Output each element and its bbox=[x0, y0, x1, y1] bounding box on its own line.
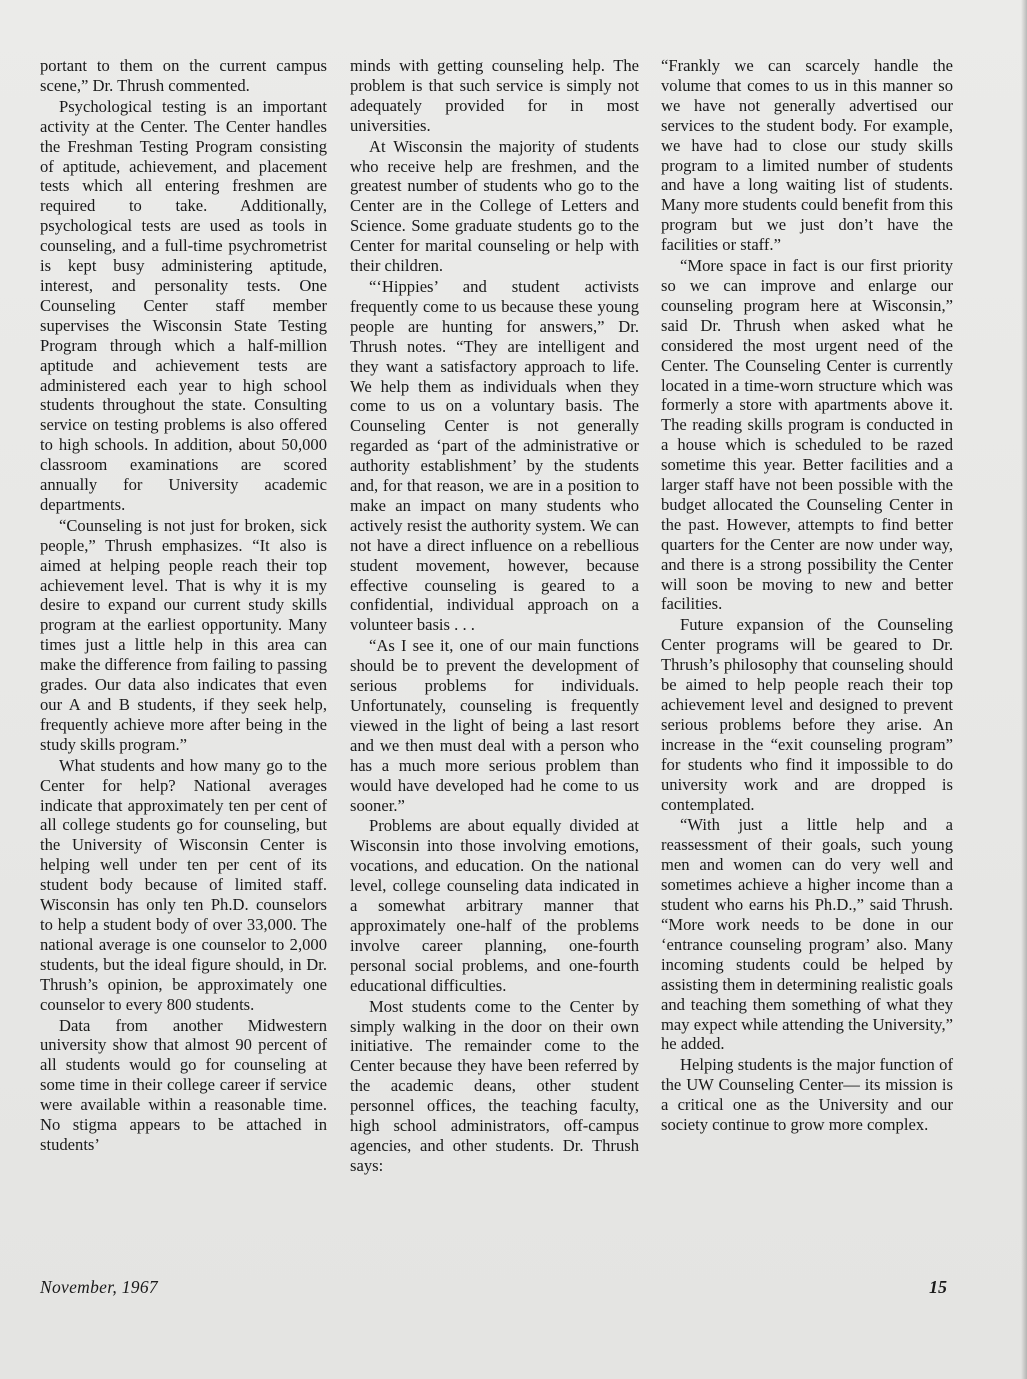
article-column-3 bbox=[661, 56, 953, 1135]
paragraph: What students and how many go to the Center for help? National averages indicate that approximately ten per cent of all college students go for counseling, but the University of Wisconsin Center is helping well under ten per cent of its student body because of limited staff. Wisconsin has only ten Ph.D. counselors to help a student body of over 33,000. The national average is one counselor to 2,000 students, but the ideal figure should, in Dr. Thrush’s opinion, be approximately one counselor to every 800 students. bbox=[40, 755, 327, 1014]
paragraph: Future expansion of the Counseling Center programs will be geared to Dr. Thrush’s philosophy that counseling should be aimed to help people reach their top achievement level and designed to prevent serious problems before they arise. An increase in the “exit counseling program” for students who find it impossible to do university work and are dropped is contemplated. bbox=[661, 615, 953, 814]
article-column-1 bbox=[40, 56, 327, 1155]
paragraph: “Frankly we can scarcely handle the volume that comes to us in this manner so we have not generally advertised our services to the student body. For example, we have had to close our study skills program to a limited number of students and have a long waiting list of students. Many more students could benefit from this program but we just don’t have the facilities or staff.” bbox=[661, 56, 953, 255]
paragraph: “As I see it, one of our main functions should be to prevent the development of serious problems for individuals. Unfortunately, counseling is frequently viewed in the light of being a last resort and we then must deal with a person who has a much more serious problem than would have developed had he come to us sooner.” bbox=[350, 636, 639, 815]
page-edge-shadow bbox=[1021, 0, 1027, 1379]
page-number: 15 bbox=[929, 1277, 947, 1297]
paragraph: “With just a little help and a reassessment of their goals, such young men and women can do very well and sometimes achieve a higher income than a student who earns his Ph.D.,” said Thrush. “More work needs to be done in our ‘entrance counseling program’ also. Many incoming students could be helped by assisting them in determining realistic goals and teaching them something of what they may expect while attending the University,” he added. bbox=[661, 815, 953, 1054]
paragraph: Data from another Midwestern university show that almost 90 percent of all students would go for counseling at some time in their college career if service were available within a reasonable time. No stigma appears to be attached in students’ bbox=[40, 1015, 327, 1154]
paragraph: Problems are about equally divided at Wisconsin into those involving emotions, vocations, and education. On the national level, college counseling data indicated in a somewhat arbitrary manner that approximately one-half of the problems involve career planning, one-fourth personal social problems, and one-fourth educational difficulties. bbox=[350, 816, 639, 995]
paragraph: “More space in fact is our first priority so we can improve and enlarge our counseling program here at Wisconsin,” said Dr. Thrush when asked what he considered the most urgent need of the Center. The Counseling Center is currently located in a time-worn structure which was formerly a store with apartments above it. The reading skills program is conducted in a house which is scheduled to be razed sometime this year. Better facilities and a larger staff have not been possible with the budget allocated the Counseling Center in the past. However, attempts to find better quarters for the Center are now under way, and there is a strong possibility the Center will soon be moving to new and better facilities. bbox=[661, 256, 953, 614]
paragraph: minds with getting counseling help. The problem is that such service is simply not adequately provided for in most universities. bbox=[350, 56, 639, 135]
paragraph: Most students come to the Center by simply walking in the door on their own initiative. The remainder come to the Center because they have been referred by the academic deans, other student personnel offices, the teaching faculty, high school administrators, off-campus agencies, and other students. Dr. Thrush says: bbox=[350, 996, 639, 1175]
paragraph: At Wisconsin the majority of students who receive help are freshmen, and the greatest number of students who go to the Center are in the College of Letters and Science. Some graduate students go to the Center for marital counseling or help with their children. bbox=[350, 136, 639, 276]
paragraph: Psychological testing is an important activity at the Center. The Center handles the Freshman Testing Program consisting of aptitude, achievement, and placement tests which all entering freshmen are required to take. Additionally, psychological tests are used as tools in counseling, and a full-time psychrometrist is kept busy administering aptitude, interest, and personality tests. One Counseling Center staff member supervises the Wisconsin State Testing Program through which a half-million aptitude and achievement tests are administered each year to high school students throughout the state. Consulting service on testing problems is also offered to high schools. In addition, about 50,000 classroom examinations are scored annually for University academic departments. bbox=[40, 96, 327, 514]
paragraph: Helping students is the major function of the UW Counseling Center— its mission is a critical one as the University and our society continue to grow more complex. bbox=[661, 1055, 953, 1135]
issue-date: November, 1967 bbox=[40, 1277, 158, 1297]
paragraph: “Counseling is not just for broken, sick people,” Thrush emphasizes. “It also is aimed at helping people reach their top achievement level. That is why it is my desire to expand our current study skills program at the earliest opportunity. Many times just a little help in this area can make the difference from failing to passing grades. Our data also indicates that even our A and B students, if they seek help, frequently achieve more after being in the study skills program.” bbox=[40, 515, 327, 754]
paragraph: portant to them on the current campus scene,” Dr. Thrush commented. bbox=[40, 56, 327, 95]
paragraph: “‘Hippies’ and student activists frequently come to us because these young people are hunting for answers,” Dr. Thrush notes. “They are intelligent and they want a satisfactory approach to life. We help them as individuals when they come to us on a voluntary basis. The Counseling Center is not generally regarded as ‘part of the administrative or authority establishment’ by the students and, for that reason, we are in a position to make an impact on many students who actively resist the authority system. We can not have a direct influence on a rebellious student movement, however, because effective counseling is geared to a confidential, individual approach on a volunteer basis . . . bbox=[350, 276, 639, 635]
article-column-2 bbox=[350, 56, 639, 1176]
